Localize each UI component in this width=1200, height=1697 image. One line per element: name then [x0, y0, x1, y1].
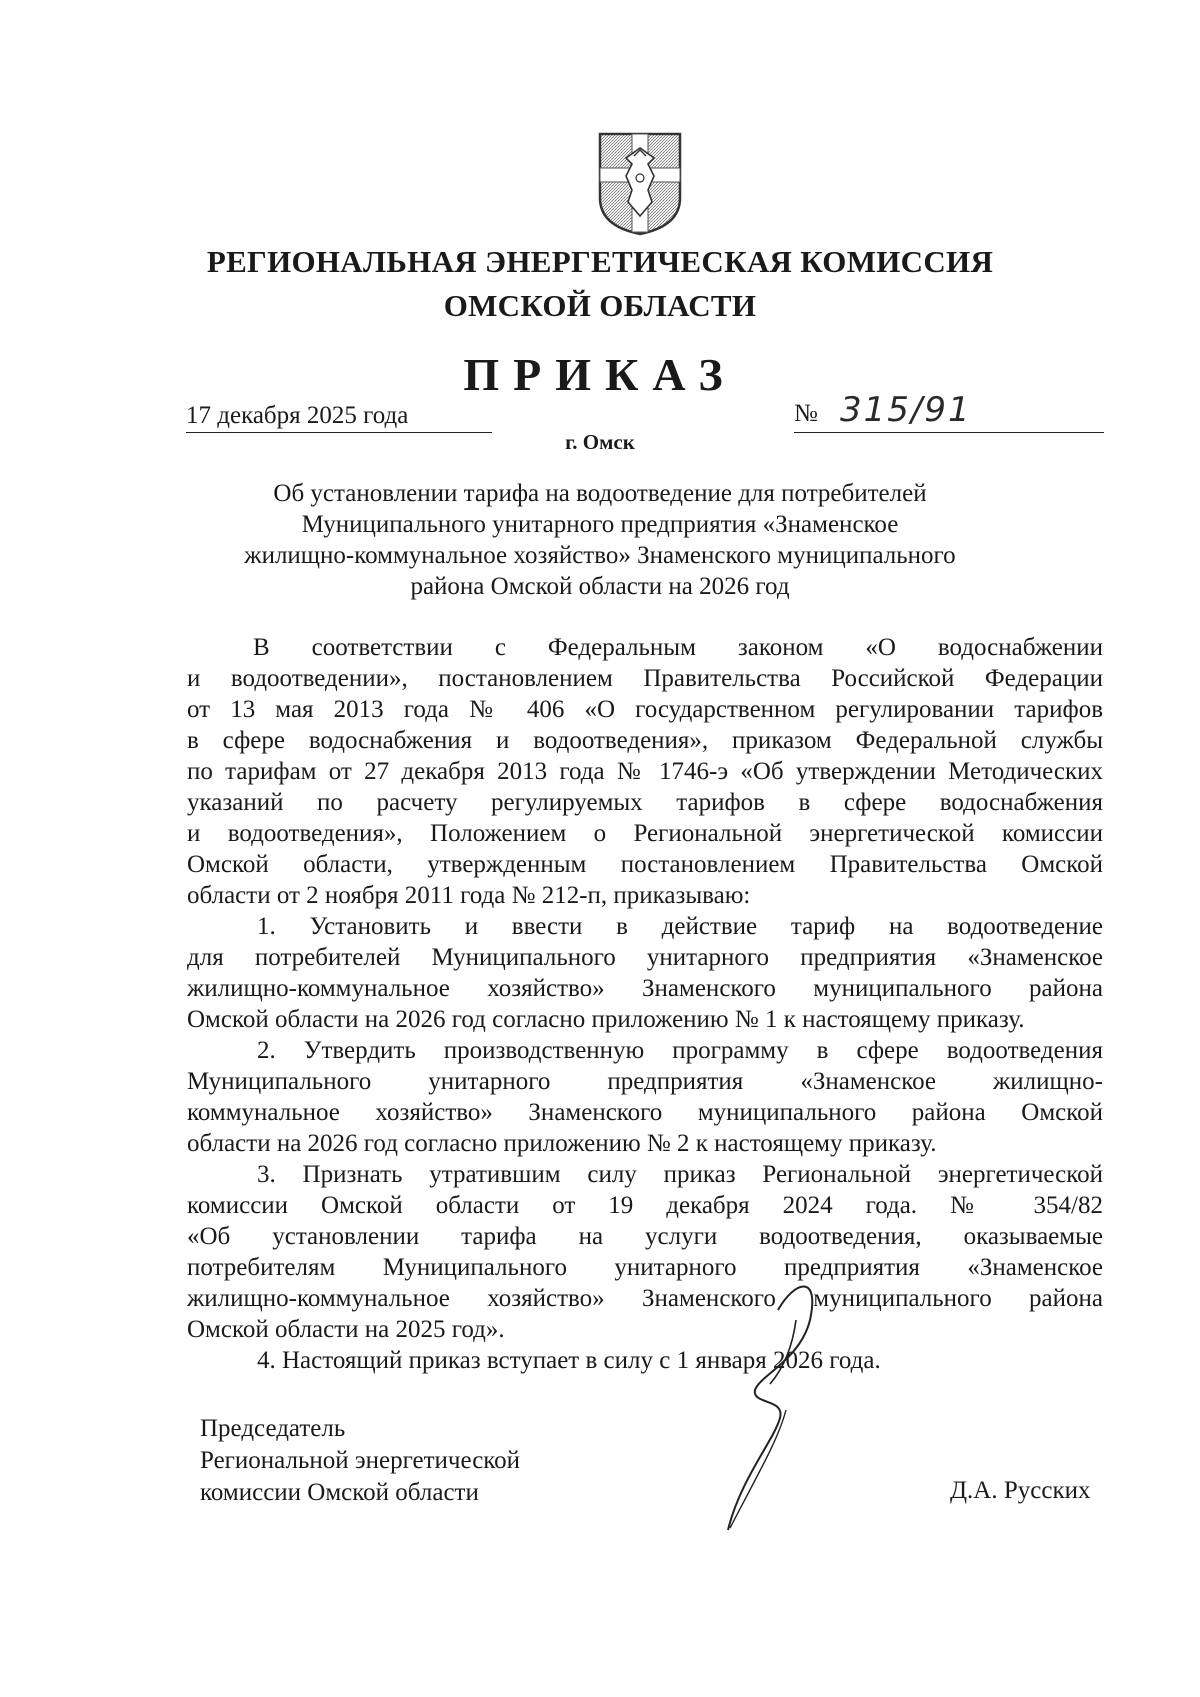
item-1-line: 1. Установить и ввести в действие тариф на водоотведение [257, 913, 1103, 940]
handwritten-signature-icon [700, 1280, 860, 1540]
item-3-line: жилищно-коммунальное хозяйство» Знаменского муниципального района [187, 1285, 1103, 1312]
organization-name-line-2: ОМСКОЙ ОБЛАСТИ [443, 288, 757, 323]
subject-line: жилищно-коммунальное хозяйство» Знаменского муниципального [244, 542, 956, 569]
item-2-line: 2. Утвердить производственную программу в сфере водоотведения [257, 1037, 1103, 1064]
item-3-line: «Об установлении тарифа на услуги водоотведения, оказываемые [187, 1223, 1103, 1250]
organization-name-line-1: РЕГИОНАЛЬНАЯ ЭНЕРГЕТИЧЕСКАЯ КОМИССИЯ [206, 244, 994, 279]
coat-of-arms-icon [596, 130, 684, 236]
item-3-line: потребителям Муниципального унитарного предприятия «Знаменское [187, 1254, 1103, 1281]
item-3-line: комиссии Омской области от 19 декабря 2024 года. № 354/82 [187, 1192, 1103, 1219]
subject-line: Об установлении тарифа на водоотведение для потребителей [273, 480, 927, 507]
item-2-line: области на 2026 год согласно приложению № 2 к настоящему приказу. [187, 1130, 937, 1157]
preamble-line: области от 2 ноября 2011 года № 212-п, приказываю: [187, 882, 751, 909]
document-number-field [794, 390, 1104, 433]
item-1-line: Омской области на 2026 год согласно приложению № 1 к настоящему приказу. [187, 1006, 1025, 1033]
preamble-line: и водоотведении», постановлением Правительства Российской Федерации [187, 665, 1103, 692]
preamble-line: и водоотведения», Положением о Региональной энергетической комиссии [187, 820, 1103, 847]
preamble-line: по тарифам от 27 декабря 2013 года № 1746-э «Об утверждении Методических [187, 758, 1103, 785]
document-body [187, 632, 1103, 1376]
preamble-line: указаний по расчету регулируемых тарифов в сфере водоснабжения [187, 789, 1103, 816]
signer-title-line: Региональной энергетической [200, 1447, 521, 1474]
signer-name: Д.А. Русских [950, 1477, 1091, 1504]
document-date: 17 декабря 2025 года [186, 402, 492, 433]
item-3-line: 3. Признать утратившим силу приказ Региональной энергетической [257, 1161, 1103, 1188]
item-1-line: жилищно-коммунальное хозяйство» Знаменского муниципального района [187, 975, 1103, 1002]
signer-title-line: Председатель [200, 1415, 346, 1442]
subject-line: Муниципального унитарного предприятия «Знаменское [301, 511, 899, 538]
number-sign: № [794, 400, 818, 427]
item-2-line: коммунальное хозяйство» Знаменского муниципального района Омской [187, 1099, 1103, 1126]
signer-title [200, 1413, 520, 1509]
preamble-line: Омской области, утвержденным постановлением Правительства Омской [187, 851, 1103, 878]
document-type-title: ПРИКАЗ [463, 349, 737, 400]
preamble-line: в сфере водоснабжения и водоотведения», приказом Федеральной службы [187, 727, 1103, 754]
item-3-line: Омской области на 2025 год». [187, 1316, 505, 1343]
item-4-line: 4. Настоящий приказ вступает в силу с 1 января 2026 года. [257, 1347, 881, 1374]
signer-title-line: комиссии Омской области [200, 1479, 479, 1506]
preamble-line: В соответствии с Федеральным законом «О водоснабжении [253, 634, 1103, 661]
document-city: г. Омск [565, 430, 635, 454]
subject-line: района Омской области на 2026 год [410, 573, 790, 600]
document-subject [200, 478, 1000, 602]
document-number: 315/91 [840, 390, 972, 430]
item-2-line: Муниципального унитарного предприятия «Знаменское жилищно- [187, 1068, 1103, 1095]
preamble-line: от 13 мая 2013 года № 406 «О государственном регулировании тарифов [187, 696, 1103, 723]
item-1-line: для потребителей Муниципального унитарного предприятия «Знаменское [187, 944, 1103, 971]
